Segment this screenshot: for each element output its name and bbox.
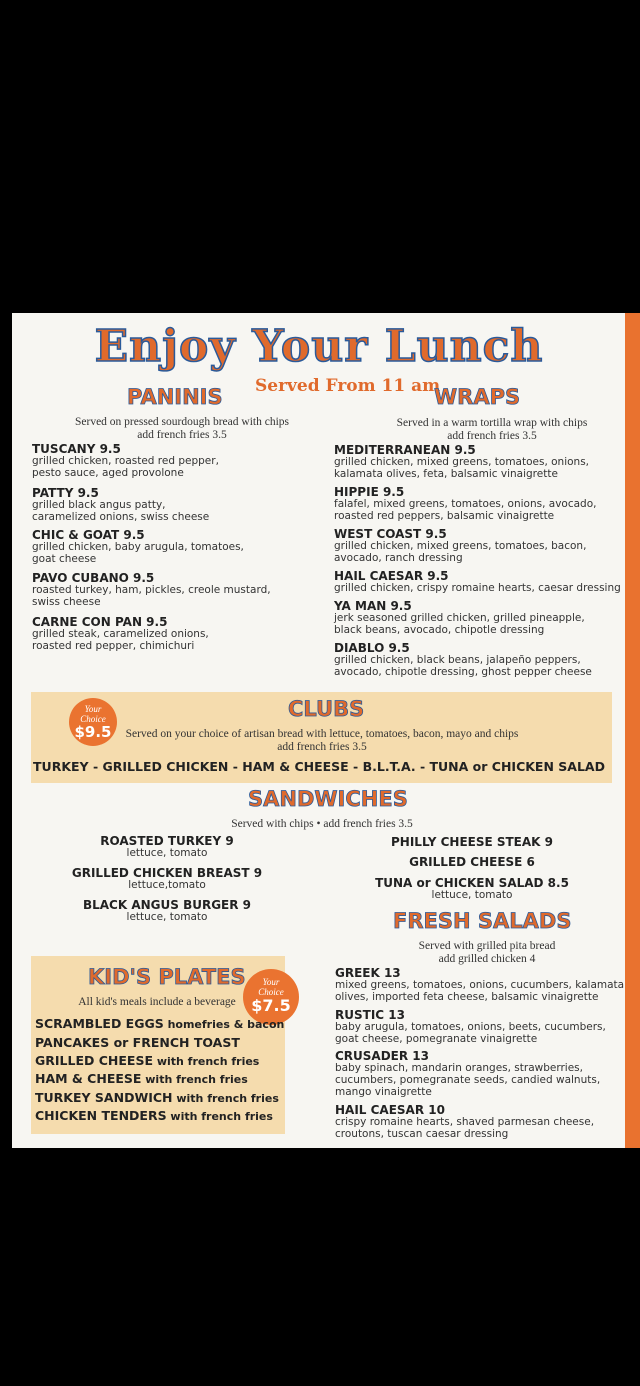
clubs-note: Served on your choice of artisan bread with lettuce, tomatoes, bacon, mayo and chips add french fries 3.5 <box>125 728 519 753</box>
clubs-price-badge: Your Choice $9.5 <box>69 698 117 746</box>
sandwiches-note: Served with chips • add french fries 3.5 <box>231 818 413 830</box>
panini-item: CHIC & GOAT 9.5 grilled chicken, baby arugula, tomatoes, goat cheese <box>32 528 244 565</box>
wraps-note: Served in a warm tortilla wrap with chips add french fries 3.5 <box>396 417 588 442</box>
wrap-item: MEDITERRANEAN 9.5 grilled chicken, mixed greens, tomatoes, onions, kalamata olives, feta, balsamic vinaigrette <box>334 443 590 480</box>
menu-title: Enjoy Your Lunch <box>94 321 544 372</box>
sandwich-item: BLACK ANGUS BURGER 9 lettuce, tomato <box>82 898 252 923</box>
salads-note: Served with grilled pita bread add grilled chicken 4 <box>418 940 556 965</box>
salad-item: CRUSADER 13 baby spinach, mandarin oranges, strawberries, cucumbers, pomegranate seeds, candied walnuts, mango vinaigrette <box>335 1049 601 1098</box>
wraps-heading: WRAPS <box>434 385 521 409</box>
wrap-item: DIABLO 9.5 grilled chicken, black beans, jalapeño peppers, avocado, chipotle dressing, ghost pepper cheese <box>334 641 592 678</box>
sandwich-item: GRILLED CHICKEN BREAST 9 lettuce,tomato <box>71 866 263 891</box>
menu-page <box>12 313 640 1148</box>
clubs-choices: TURKEY - GRILLED CHICKEN - HAM & CHEESE - B.L.T.A. - TUNA or CHICKEN SALAD <box>33 759 605 774</box>
salad-item: HAIL CAESAR 10 crispy romaine hearts, shaved parmesan cheese, croutons, tuscan caesar dressing <box>335 1103 595 1140</box>
kids-item: HAM & CHEESE with french fries <box>35 1071 248 1086</box>
kids-item: TURKEY SANDWICH with french fries <box>35 1090 279 1105</box>
kids-heading: KID'S PLATES <box>88 965 246 989</box>
wrap-item: YA MAN 9.5 jerk seasoned grilled chicken, grilled pineapple, black beans, avocado, chipotle dressing <box>334 599 585 636</box>
wrap-item: WEST COAST 9.5 grilled chicken, mixed greens, tomatoes, bacon, avocado, ranch dressing <box>334 527 587 564</box>
salad-item: GREEK 13 mixed greens, tomatoes, onions, cucumbers, kalamata olives, imported feta cheese, balsamic vinaigrette <box>335 966 625 1003</box>
panini-item: PATTY 9.5 grilled black angus patty, caramelized onions, swiss cheese <box>32 486 210 523</box>
kids-price-badge: Your Choice $7.5 <box>243 969 299 1025</box>
kids-item: GRILLED CHEESE with french fries <box>35 1053 260 1068</box>
wrap-item: HIPPIE 9.5 falafel, mixed greens, tomatoes, onions, avocado, roasted red peppers, balsamic vinaigrette <box>334 485 597 522</box>
sandwich-item: ROASTED TURKEY 9 lettuce, tomato <box>100 834 234 859</box>
salads-heading: FRESH SALADS <box>393 909 572 933</box>
paninis-note: Served on pressed sourdough bread with chips add french fries 3.5 <box>75 416 289 441</box>
panini-item: TUSCANY 9.5 grilled chicken, roasted red pepper, pesto sauce, aged provolone <box>32 442 219 479</box>
edge-stripe <box>625 313 640 1148</box>
wrap-item: HAIL CAESAR 9.5 grilled chicken, crispy romaine hearts, caesar dressing <box>334 569 621 594</box>
sandwiches-heading: SANDWICHES <box>248 787 408 811</box>
clubs-heading: CLUBS <box>288 697 365 721</box>
sandwich-item: TUNA or CHICKEN SALAD 8.5 lettuce, tomato <box>375 876 569 901</box>
kids-item: CHICKEN TENDERS with french fries <box>35 1108 273 1123</box>
panini-item: CARNE CON PAN 9.5 grilled steak, caramelized onions, roasted red pepper, chimichuri <box>32 615 209 652</box>
kids-item: PANCAKES or FRENCH TOAST <box>35 1035 240 1050</box>
served-from: Served From 11 am <box>255 376 441 396</box>
sandwich-item: GRILLED CHEESE 6 <box>409 855 535 869</box>
sandwich-item: PHILLY CHEESE STEAK 9 <box>391 835 553 849</box>
kids-note: All kid's meals include a beverage <box>78 996 236 1008</box>
paninis-heading: PANINIS <box>127 385 223 409</box>
kids-item: SCRAMBLED EGGS homefries & bacon <box>35 1016 285 1031</box>
salad-item: RUSTIC 13 baby arugula, tomatoes, onions, beets, cucumbers, goat cheese, pomegranate vinaigrette <box>335 1008 606 1045</box>
panini-item: PAVO CUBANO 9.5 roasted turkey, ham, pickles, creole mustard, swiss cheese <box>32 571 271 608</box>
